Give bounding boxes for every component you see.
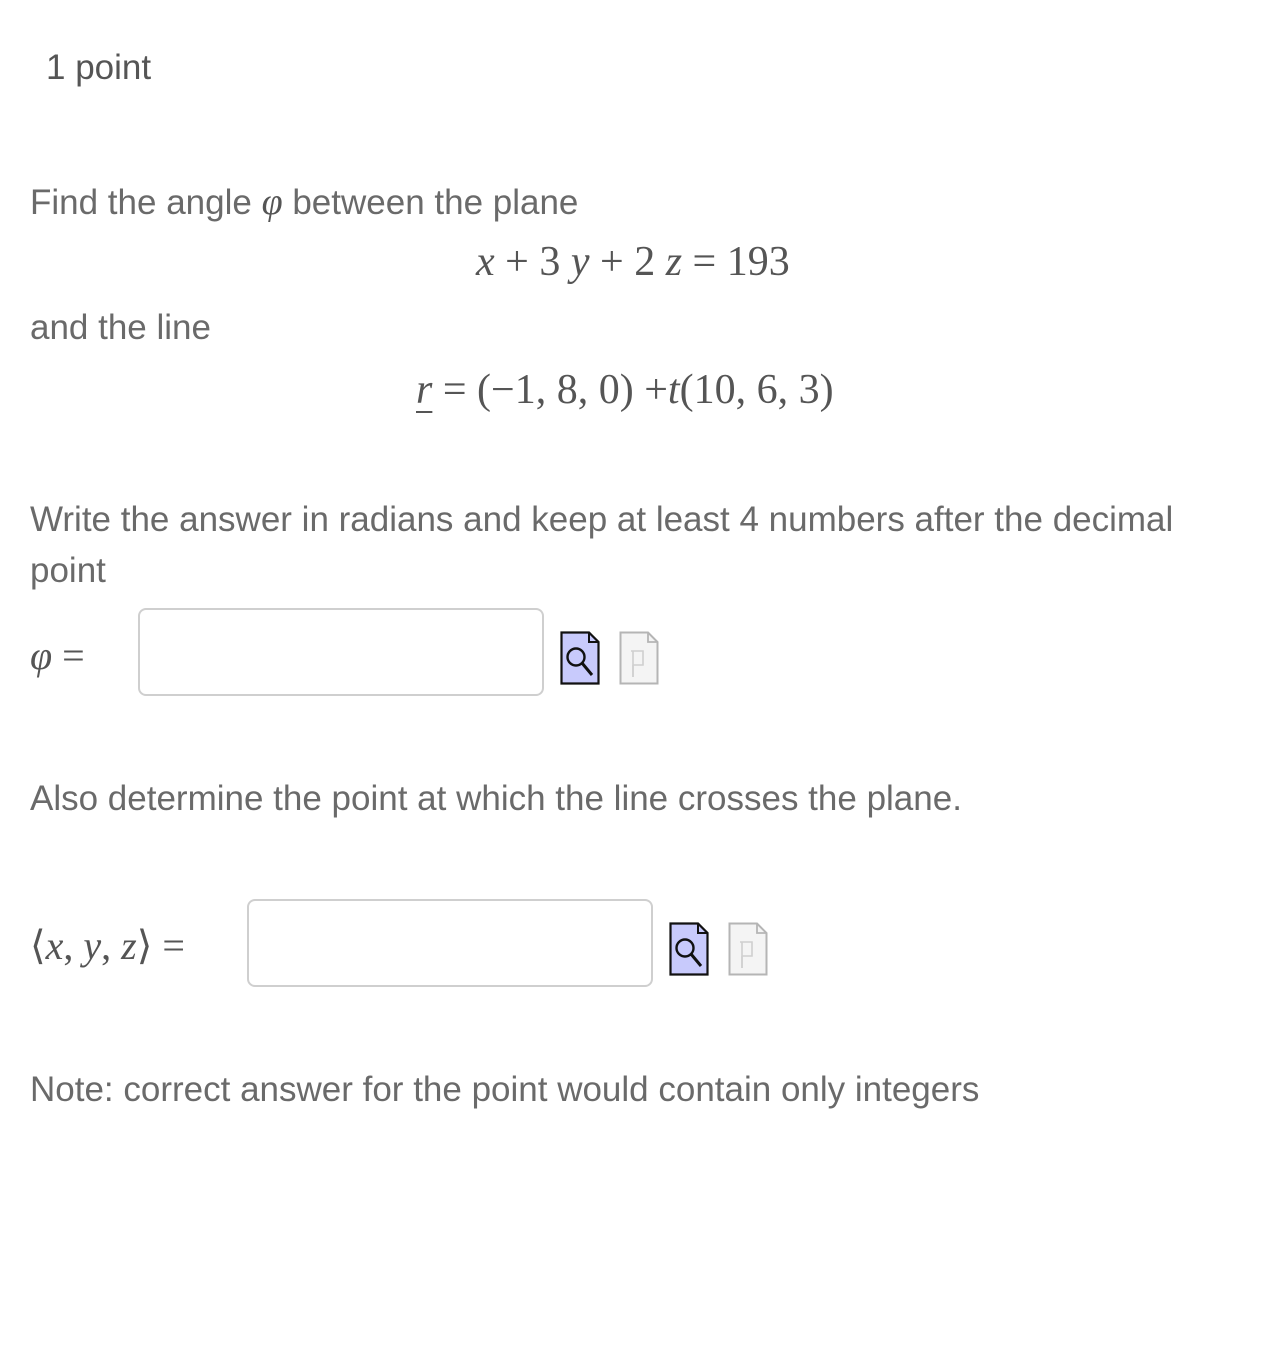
point-answer-label xyxy=(30,922,185,970)
line-plus: + xyxy=(644,367,668,413)
line-param-t: t xyxy=(667,367,680,413)
plane-var-x: x xyxy=(476,239,495,285)
angle-label-equals: = xyxy=(62,633,85,678)
plane-equation xyxy=(476,238,790,286)
plane-var-z: z xyxy=(665,239,683,285)
point-preview-button[interactable] xyxy=(669,922,709,976)
preview-icon xyxy=(669,922,709,976)
plane-equals: = xyxy=(692,239,717,285)
intro-text-end: between the plane xyxy=(292,183,579,222)
angle-answer-input[interactable] xyxy=(138,608,544,696)
equation-editor-icon xyxy=(619,631,659,685)
plane-plus-1: + xyxy=(505,239,529,285)
line-equation xyxy=(416,366,834,414)
question-intro xyxy=(30,182,578,223)
intro-phi-symbol: φ xyxy=(261,181,283,223)
equation-editor-icon xyxy=(728,922,768,976)
plane-plus-2: + xyxy=(600,239,624,285)
point-label-comma-1: , xyxy=(63,923,74,968)
angle-answer-label xyxy=(30,632,85,680)
instruction-text: Write the answer in radians and keep at least 4 numbers after the decimal xyxy=(30,500,1174,539)
angle-equation-editor-button[interactable] xyxy=(619,631,659,685)
angle-preview-button[interactable] xyxy=(560,631,600,685)
instruction-text-cont: point xyxy=(30,551,106,590)
preview-icon xyxy=(560,631,600,685)
point-label-x: x xyxy=(45,923,64,968)
and-the-line-text: and the line xyxy=(30,308,211,347)
part2-text: Also determine the point at which the line crosses the plane. xyxy=(30,779,962,818)
plane-var-y: y xyxy=(570,239,590,285)
line-direction: (10, 6, 3) xyxy=(679,367,834,413)
note-text: Note: correct answer for the point would contain only integers xyxy=(30,1070,980,1109)
line-vector-r: r xyxy=(416,367,433,413)
point-label-z: z xyxy=(121,923,137,968)
point-label-comma-2: , xyxy=(101,923,112,968)
point-label-equals: = xyxy=(162,923,185,968)
points-label: 1 point xyxy=(46,48,152,87)
plane-coef-3: 3 xyxy=(539,239,561,285)
line-point: (−1, 8, 0) xyxy=(477,367,634,413)
plane-rhs: 193 xyxy=(726,239,790,285)
plane-coef-2: 2 xyxy=(634,239,656,285)
point-equation-editor-button[interactable] xyxy=(728,922,768,976)
point-label-close-bracket: ⟩ xyxy=(136,923,153,968)
angle-label-phi: φ xyxy=(30,633,53,678)
point-answer-input[interactable] xyxy=(247,899,653,987)
line-equals: = xyxy=(442,367,467,413)
point-label-open-bracket: ⟨ xyxy=(30,923,46,968)
point-label-y: y xyxy=(83,923,102,968)
intro-text-start: Find the angle xyxy=(30,183,252,222)
